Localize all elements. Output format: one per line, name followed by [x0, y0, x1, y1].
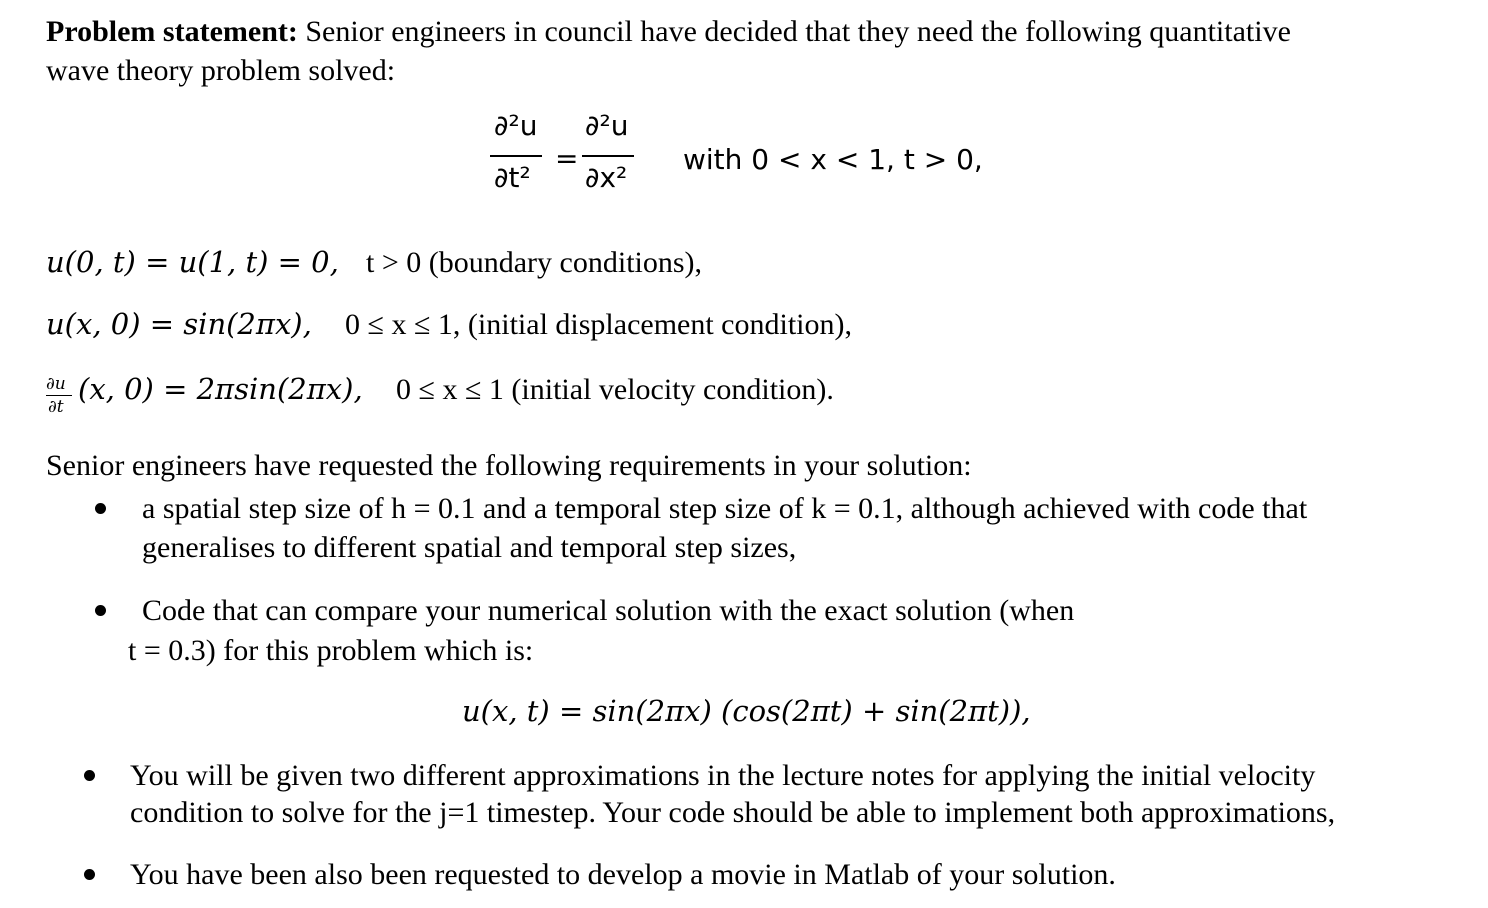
displacement-condition-text: 0 ≤ x ≤ 1, (initial displacement condition),	[345, 308, 852, 341]
velocity-derivative-denominator: ∂t	[48, 397, 64, 417]
requirement-3-line-2: condition to solve for the j=1 timestep. Your code should be able to implement both approximations,	[130, 796, 1336, 829]
bullet-2	[95, 605, 106, 616]
equation-lhs-fraction-bar	[490, 155, 542, 157]
requirement-2-line-2: t = 0.3) for this problem which is:	[128, 634, 534, 667]
equation-lhs-numerator: ∂²u	[494, 109, 538, 142]
velocity-condition-text: 0 ≤ x ≤ 1 (initial velocity condition).	[396, 373, 834, 406]
problem-statement-line-1	[46, 17, 1291, 47]
requirement-4-line-1: You have been also been requested to develop a movie in Matlab of your solution.	[130, 858, 1116, 891]
equation-lhs-denominator: ∂t²	[494, 161, 531, 194]
equation-equals: =	[555, 142, 579, 175]
bullet-4	[84, 869, 95, 880]
velocity-derivative-fraction-bar	[46, 395, 72, 396]
boundary-condition-expression: u(0, t) = u(1, t) = 0,	[46, 245, 339, 279]
requirement-2-line-1: Code that can compare your numerical solution with the exact solution (when	[142, 594, 1075, 627]
displacement-condition-expression: u(x, 0) = sin(2πx),	[46, 307, 312, 341]
problem-intro-line-1: Senior engineers in council have decided that they need the following quantitative	[305, 15, 1291, 48]
requirement-1-line-1: a spatial step size of h = 0.1 and a temporal step size of k = 0.1, although achieved with code that	[142, 492, 1308, 525]
equation-domain: with 0 < x < 1, t > 0,	[683, 143, 983, 176]
bullet-1	[95, 503, 106, 514]
boundary-condition-text: t > 0 (boundary conditions),	[366, 246, 703, 279]
equation-rhs-numerator: ∂²u	[585, 109, 629, 142]
problem-heading: Problem statement:	[46, 15, 298, 48]
exact-solution-formula: u(x, t) = sin(2πx) (cos(2πt) + sin(2πt)),	[462, 694, 1031, 728]
problem-intro-line-2: wave theory problem solved:	[46, 54, 396, 87]
equation-rhs-fraction-bar	[582, 155, 634, 157]
equation-rhs-denominator: ∂x²	[585, 161, 628, 194]
bullet-3	[84, 770, 95, 781]
requirements-intro: Senior engineers have requested the following requirements in your solution:	[46, 449, 972, 482]
velocity-derivative-numerator: ∂u	[46, 374, 66, 394]
requirement-3-line-1: You will be given two different approximations in the lecture notes for applying the initial velocity	[130, 759, 1316, 792]
requirement-1-line-2: generalises to different spatial and temporal step sizes,	[142, 531, 797, 564]
velocity-condition-expression: (x, 0) = 2πsin(2πx),	[78, 372, 363, 406]
